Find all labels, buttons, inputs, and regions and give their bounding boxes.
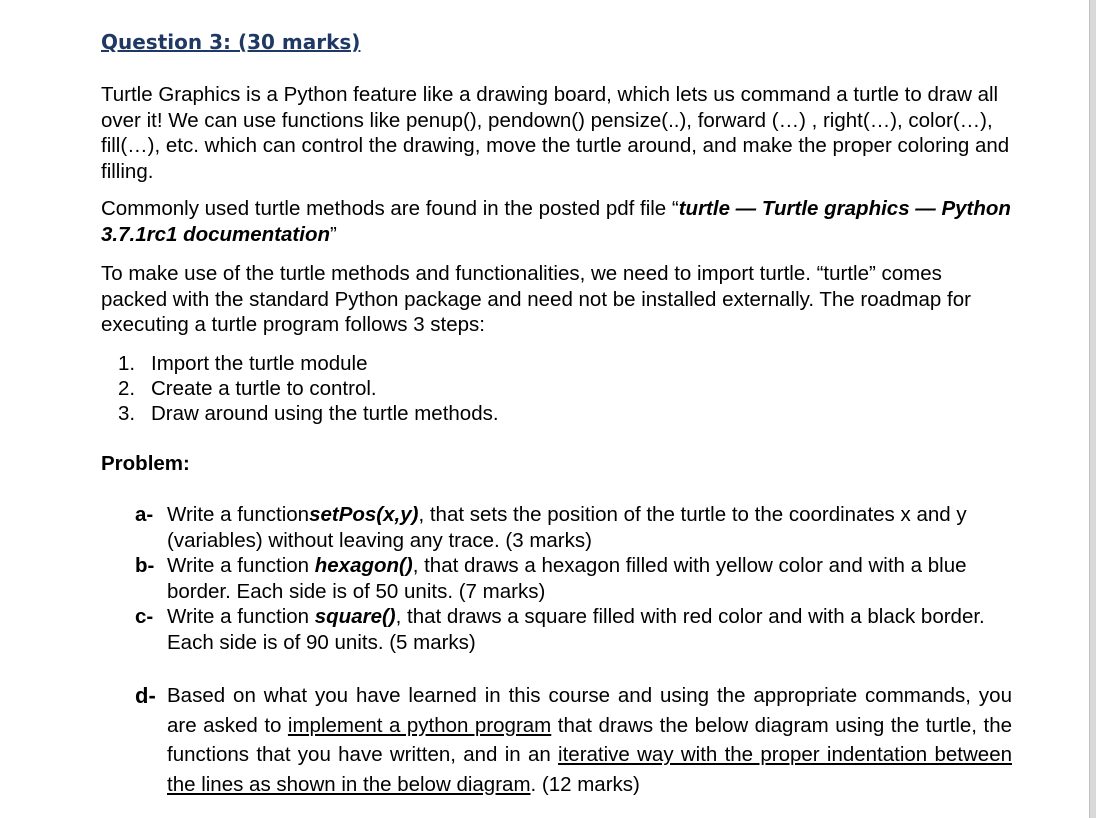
task-text: , that draws a square filled with red color and with a black border. Each side is of 90 units. (5 marks) <box>167 605 985 654</box>
task-text: Based on what you have learned in this course and using the appropriate commands, you are asked to <box>167 684 1012 737</box>
task-text: Write a function <box>167 605 315 628</box>
methods-paragraph <box>101 196 1013 247</box>
methods-text-after: ” <box>329 222 337 246</box>
task-d <box>135 681 1012 799</box>
step-number: 3. <box>118 402 136 425</box>
function-name: square() <box>314 605 396 628</box>
import-paragraph: To make use of the turtle methods and functionalities, we need to import turtle. “turtle” comes packed with the standard Python package and need not be installed externally. The roadmap for executing a turtle program follows 3 steps: <box>101 262 971 336</box>
task-text: that draws the below diagram using the turtle, the functions that you have written, and in an <box>167 713 1012 766</box>
methods-text-before: Commonly used turtle methods are found in the posted pdf file “ <box>101 197 679 220</box>
underlined-phrase: implement a python program <box>287 713 552 737</box>
task-c <box>135 604 1015 655</box>
steps-list <box>101 351 499 426</box>
step-text: Draw around using the turtle methods. <box>151 402 499 425</box>
step-number: 1. <box>118 352 136 375</box>
step-number: 2. <box>118 377 136 400</box>
list-item <box>101 351 499 376</box>
task-d-text <box>135 681 1012 799</box>
list-item <box>101 376 499 401</box>
task-text: Write a function <box>167 554 315 577</box>
task-marker: d- <box>135 683 156 708</box>
intro-paragraph: Turtle Graphics is a Python feature like a drawing board, which lets us command a turtle to draw all over it! We can use functions like penup(), pendown() pensize(..), forward (…) , right(…), color(…), fill(…), etc. which can control the drawing, move the turtle around, and make the proper coloring and filling. <box>101 83 1010 183</box>
function-name: setPos(x,y) <box>309 503 419 526</box>
task-marker: b- <box>135 554 155 577</box>
page-edge-scrollbar[interactable] <box>1090 0 1096 818</box>
question-heading: Question 3: (30 marks) <box>101 30 361 54</box>
task-text: . (12 marks) <box>530 772 640 796</box>
task-a <box>135 502 1015 553</box>
step-text: Create a turtle to control. <box>151 377 377 400</box>
task-b <box>135 553 1015 604</box>
function-name: hexagon() <box>314 554 413 577</box>
list-item <box>101 401 499 426</box>
problem-label: Problem: <box>101 452 190 475</box>
step-text: Import the turtle module <box>151 352 368 375</box>
underlined-phrase: iterative way with the proper indentation between the lines as shown in the below diagram <box>167 743 1012 796</box>
doc-title: turtle — Turtle graphics — Python 3.7.1rc1 documentation <box>101 197 1011 246</box>
task-marker: a- <box>135 503 154 526</box>
task-text: , that sets the position of the turtle to the coordinates x and y (variables) without leaving any trace. (3 marks) <box>167 503 967 552</box>
task-marker: c- <box>135 605 154 628</box>
task-text: , that draws a hexagon filled with yellow color and with a blue border. Each side is of 50 units. (7 marks) <box>167 554 967 603</box>
task-text: Write a function <box>167 503 310 526</box>
task-list <box>135 502 1015 655</box>
